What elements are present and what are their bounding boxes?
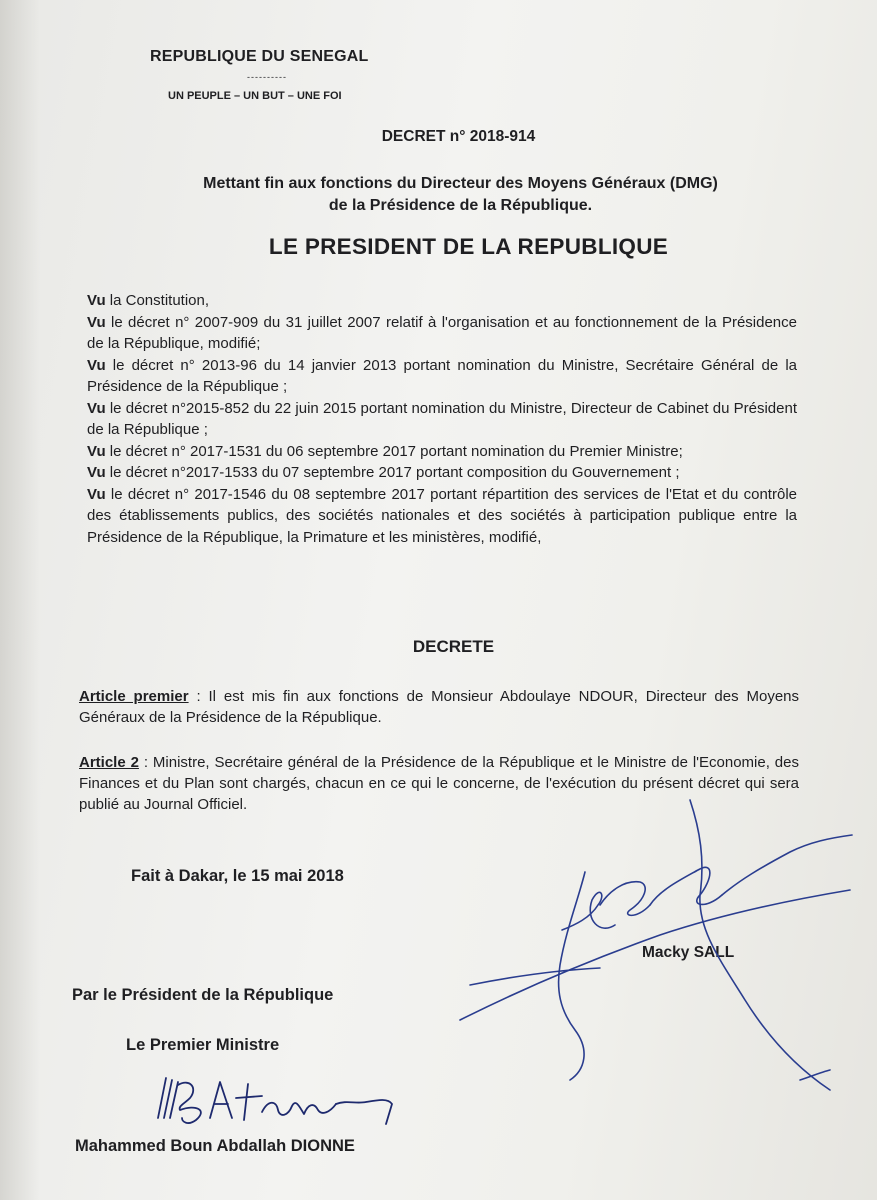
article-title: Article 2 [79, 754, 139, 771]
article-premier [79, 686, 799, 728]
prime-minister-title: Le Premier Ministre [126, 1036, 280, 1054]
visa-item: Vu la Constitution, [87, 292, 210, 309]
article-body: : Il est mis fin aux fonctions de Monsieur Abdoulaye NDOUR, Directeur des Moyens Généraux de la Présidence de la République. [79, 688, 799, 726]
decree-subject-line2: de la Présidence de la République. [328, 197, 593, 214]
decrete-heading: DECRETE [412, 637, 495, 656]
visa-item: Vu le décret n°2017-1533 du 07 septembre 2017 portant composition du Gouvernement ; [87, 464, 680, 481]
visa-item: Vu le décret n°2015-852 du 22 juin 2015 portant nomination du Ministre, Directeur de Cabinet du Président de la République ; [87, 399, 797, 438]
header-separator: ---------- [247, 72, 287, 82]
article-2 [79, 752, 799, 815]
visas-list [87, 290, 797, 548]
place-and-date: Fait à Dakar, le 15 mai 2018 [131, 867, 344, 885]
visa-item: Vu le décret n° 2017-1531 du 06 septembre 2017 portant nomination du Premier Ministre; [87, 442, 683, 460]
decree-subject [0, 173, 877, 217]
visa-item: Vu le décret n° 2007-909 du 31 juillet 2007 relatif à l'organisation et au fonctionnement de la Présidence de la République, modifié; [87, 313, 797, 352]
prime-minister-name: Mahammed Boun Abdallah DIONNE [75, 1137, 355, 1155]
president-name: Macky SALL [642, 944, 735, 961]
article-title: Article premier [79, 688, 189, 705]
countersign-intro: Par le Président de la République [72, 986, 334, 1004]
decree-number: DECRET n° 2018-914 [381, 128, 536, 145]
article-body: : Ministre, Secrétaire général de la Présidence de la République et le Ministre de l'Economie, des Finances et du Plan sont chargés, chacun en ce qui le concerne, de l'exécution du présent décret qui sera publié au Journal Officiel. [79, 754, 799, 813]
national-motto: UN PEUPLE – UN BUT – UNE FOI [168, 90, 342, 102]
authority-heading: LE PRESIDENT DE LA REPUBLIQUE [268, 234, 669, 259]
country-heading: REPUBLIQUE DU SENEGAL [150, 48, 369, 65]
visa-item: Vu le décret n° 2017-1546 du 08 septembre 2017 portant répartition des services de l'Etat et du contrôle des établissements publics, des sociétés nationales et des sociétés à participation publique entre la Présidence de la République, la Primature et les ministères, modifié, [87, 485, 797, 546]
visa-item: Vu le décret n° 2013-96 du 14 janvier 2013 portant nomination du Ministre, Secrétaire Général de la Présidence de la République ; [87, 356, 797, 395]
decree-subject-line1: Mettant fin aux fonctions du Directeur des Moyens Généraux (DMG) [203, 175, 718, 192]
